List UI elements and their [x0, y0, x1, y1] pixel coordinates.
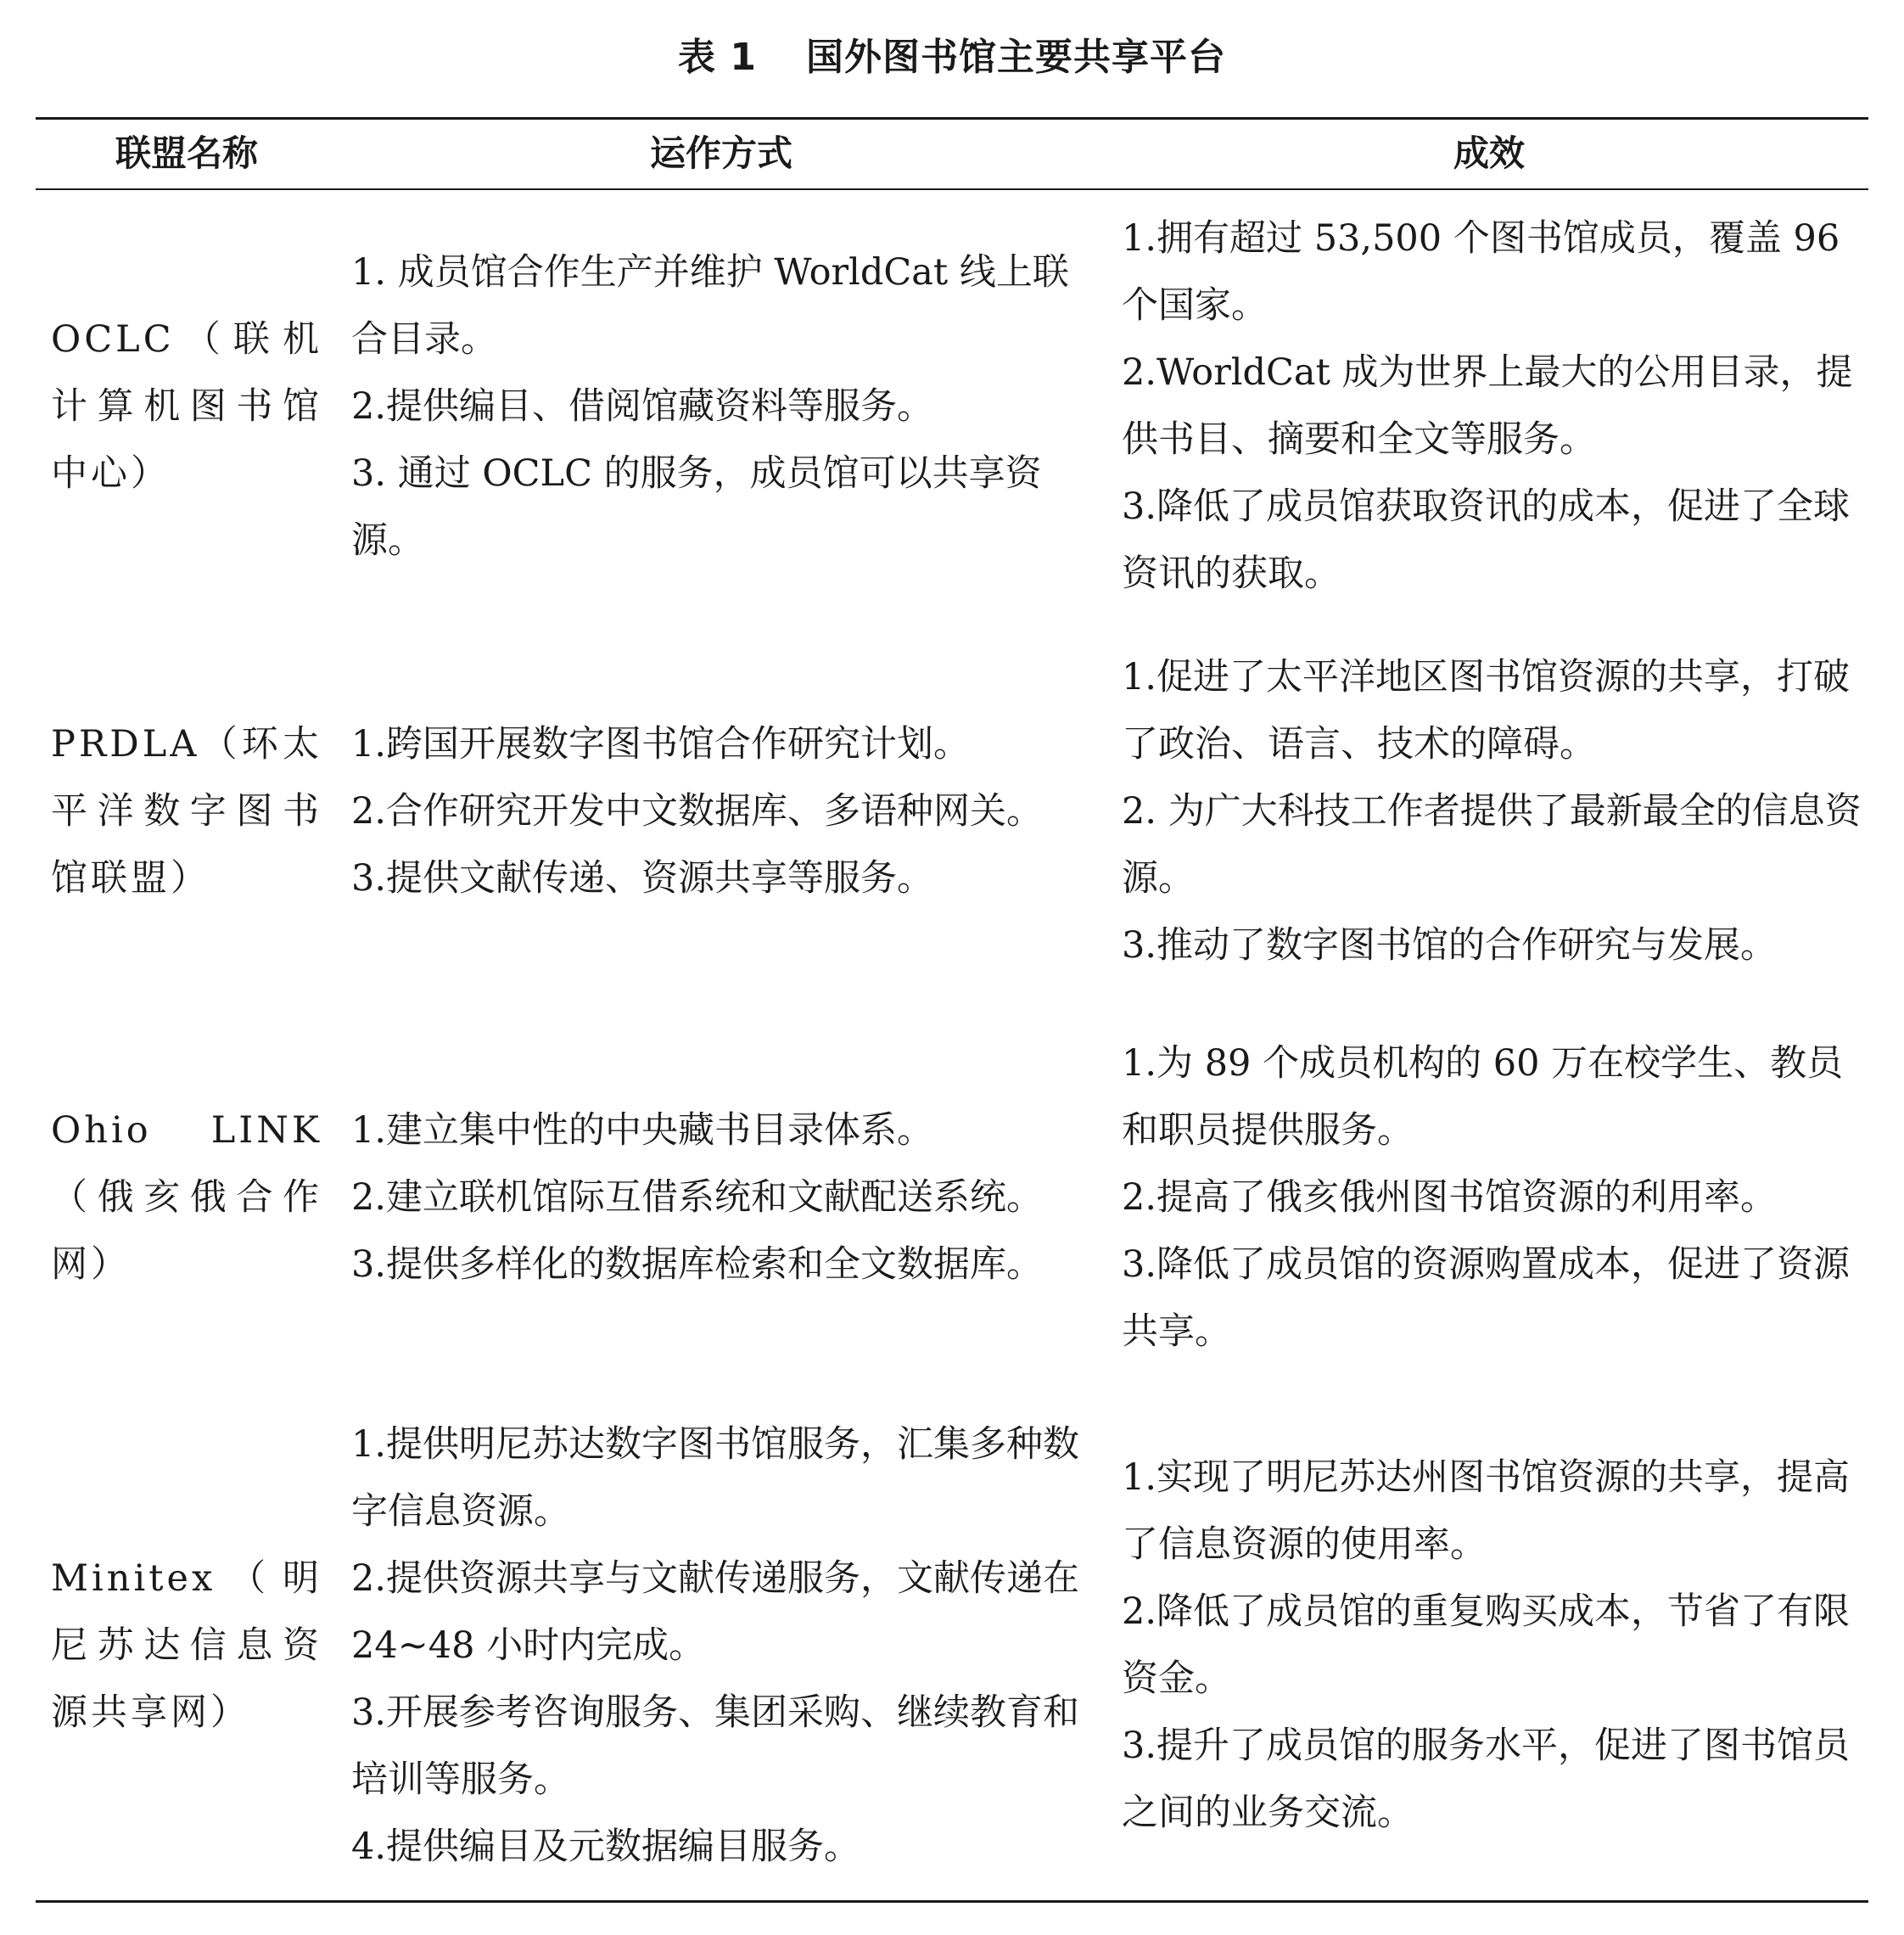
- alliance-name-cell: [51, 1010, 322, 1385]
- operation-item: 3.提供文献传递、资源共享等服务。: [351, 856, 934, 900]
- operation-cell: [351, 210, 1098, 603]
- effect-item: 2. 为广大科技工作者提供了最新最全的信息资源。: [1122, 789, 1862, 900]
- effect-cell: [1122, 1399, 1862, 1893]
- effect-item: 3.推动了数字图书馆的合作研究与发展。: [1122, 923, 1778, 967]
- table-caption-number: 表 1: [678, 36, 757, 79]
- operation-item: 1.跨国开展数字图书馆合作研究计划。: [351, 722, 971, 766]
- operation-item: 3.提供多样化的数据库检索和全文数据库。: [351, 1242, 1044, 1286]
- operation-cell: [351, 624, 1098, 999]
- operation-item: 1. 成员馆合作生产并维护 WorldCat 线上联合目录。: [351, 250, 1069, 361]
- operation-item: 1.提供明尼苏达数字图书馆服务，汇集多种数字信息资源。: [351, 1422, 1080, 1533]
- table-row-minitex: [0, 1399, 1904, 1893]
- table-bottom-rule: [36, 1900, 1868, 1903]
- operation-item: 4.提供编目及元数据编目服务。: [351, 1825, 861, 1868]
- table-top-rule: [36, 117, 1868, 120]
- alliance-name: PRDLA（环太平洋数字图书馆联盟）: [51, 722, 322, 900]
- table-caption-title: 国外图书馆主要共享平台: [805, 36, 1226, 79]
- operation-item: 2.合作研究开发中文数据库、多语种网关。: [351, 789, 1044, 833]
- table-header-row: [0, 127, 1904, 180]
- header-effect: 成效: [1453, 132, 1525, 174]
- operation-item: 3.开展参考咨询服务、集团采购、继续教育和培训等服务。: [351, 1691, 1080, 1801]
- effect-cell: [1122, 624, 1862, 999]
- table-row-ohiolink: [0, 1010, 1904, 1385]
- alliance-name: Minitex（明尼苏达信息资源共享网）: [51, 1556, 322, 1734]
- alliance-name-cell: [51, 210, 322, 603]
- operation-item: 2.提供编目、借阅馆藏资料等服务。: [351, 384, 934, 428]
- effect-item: 3.降低了成员馆的资源购置成本，促进了资源共享。: [1122, 1242, 1851, 1353]
- table-row-prdla: [0, 624, 1904, 999]
- operation-item: 2.提供资源共享与文献传递服务，文献传递在 24~48 小时内完成。: [351, 1556, 1080, 1667]
- effect-item: 1.拥有超过 53,500 个图书馆成员，覆盖 96 个国家。: [1122, 217, 1840, 327]
- alliance-name: OCLC（联机计算机图书馆中心）: [51, 317, 322, 495]
- table-header-rule: [36, 188, 1868, 190]
- operation-cell: [351, 1399, 1098, 1893]
- effect-cell: [1122, 210, 1862, 603]
- effect-cell: [1122, 1010, 1862, 1385]
- effect-item: 1.促进了太平洋地区图书馆资源的共享，打破了政治、语言、技术的障碍。: [1122, 655, 1851, 766]
- table-caption: [0, 32, 1904, 83]
- table-row-oclc: [0, 210, 1904, 603]
- effect-item: 2.提高了俄亥俄州图书馆资源的利用率。: [1122, 1175, 1778, 1219]
- alliance-name-cell: [51, 624, 322, 999]
- header-operation-mode: 运作方式: [649, 132, 792, 174]
- alliance-name: Ohio LINK（俄亥俄合作网）: [51, 1108, 322, 1286]
- header-alliance-name: 联盟名称: [115, 132, 258, 174]
- effect-item: 1.实现了明尼苏达州图书馆资源的共享，提高了信息资源的使用率。: [1122, 1456, 1851, 1566]
- effect-item: 3.提升了成员馆的服务水平，促进了图书馆员之间的业务交流。: [1122, 1725, 1851, 1834]
- effect-item: 2.WorldCat 成为世界上最大的公用目录，提供书目、摘要和全文等服务。: [1122, 351, 1853, 461]
- effect-item: 3.降低了成员馆获取资讯的成本，促进了全球资讯的获取。: [1122, 485, 1851, 595]
- effect-item: 2.降低了成员馆的重复购买成本，节省了有限资金。: [1122, 1590, 1851, 1700]
- operation-cell: [351, 1010, 1098, 1385]
- operation-item: 2.建立联机馆际互借系统和文献配送系统。: [351, 1175, 1044, 1219]
- alliance-name-cell: [51, 1399, 322, 1893]
- operation-item: 1.建立集中性的中央藏书目录体系。: [351, 1108, 934, 1152]
- operation-item: 3. 通过 OCLC 的服务，成员馆可以共享资源。: [351, 452, 1042, 562]
- effect-item: 1.为 89 个成员机构的 60 万在校学生、教员和职员提供服务。: [1122, 1041, 1844, 1152]
